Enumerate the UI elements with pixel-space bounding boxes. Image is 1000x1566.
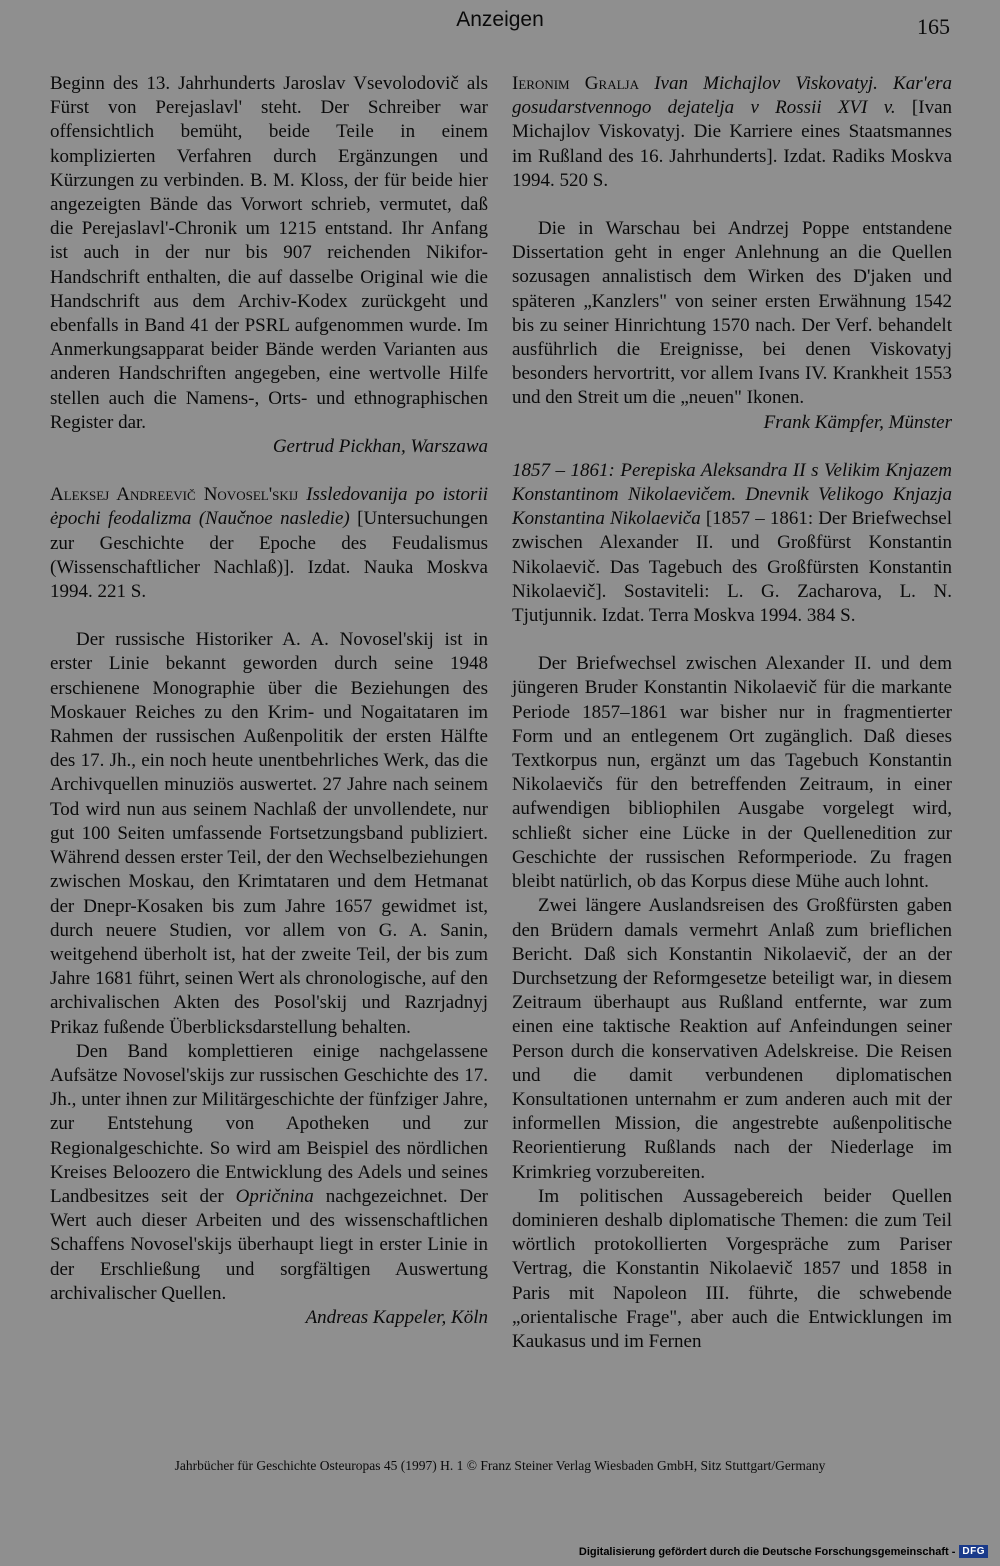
journal-citation: Jahrbücher für Geschichte Osteuropas 45 (1997) H. 1 © Franz Steiner Verlag Wiesbaden GmbH, Sitz Stuttgart/Germany [174,1458,826,1473]
reviewer-signature: Frank Kämpfer, Münster [763,411,952,433]
review-heading [50,483,488,604]
reviewer-signature: Andreas Kappeler, Köln [305,1306,488,1328]
review-paragraph: Im politischen Aussagebereich beider Quellen dominieren deshalb diplomatische Themen: die zum Teil wörtlich protokollierten Vorgespräche zum Pariser Vertrag, die Konstantin Nikolaevič 1857 und 1858 in Paris mit Napoleon III. führte, die schwebende „orientalische Frage", aber auch die Entwicklungen im Kaukasus und im Fernen [512,1185,952,1352]
review-paragraph: Zwei längere Auslandsreisen des Großfürsten gaben den Brüdern damals vermehrt Anlaß zum brieflichen Bericht. Daß sich Konstantin Nikolaevič, der an der Durchsetzung der Reformgesetze beteiligt war, in diesem Zeitraum überhaupt aus Rußland entfernte, war zum einen eine taktische Reaktion auf Anfeindungen seiner Person durch die konservativen Adelskreise. Die Reisen und die damit verbundenen diplomatischen Konsultationen unternahm er zum anderen auch mit der informellen Mission, die angestrebte außenpolitische Reorientierung Rußlands nach der Niederlage im Krimkrieg vorzubereiten. [512,895,952,1183]
left-column [50,72,488,1330]
book-author: Ieronim Gralja [512,73,639,94]
right-column [512,72,952,1354]
book-details: [Untersuchungen zur Geschichte der Epoche des Feudalismus (Wissenschaftlicher Nachlaß)]. Izdat. Nauka Moskva 1994. 221 S. [50,508,489,603]
reviewer-signature: Gertrud Pickhan, Warszawa [272,436,488,458]
running-header: Anzeigen [456,8,544,31]
italic-term: Opričnina [235,1185,314,1207]
review-continuation-text: Beginn des 13. Jahrhunderts Jaroslav Vsevolodovič als Fürst von Perejaslavl' steht. Der Schreiber war offensichtlich bemüht, beide Teile in einem komplizierten Verfahren durch Ergänzungen und Kürzungen zu verbinden. B. M. Kloss, der für beide hier angezeigten Bände das Vorwort schrieb, vermutet, daß die Perejaslavl'-Chronik um 1215 entstand. Ihr Anfang ist auch in der nur bis 907 reichenden Nikifor-Handschrift enthalten, die auf dasselbe Original wie die Handschrift aus dem Archiv-Kodex zurückgeht und ebenfalls in Band 41 der PSRL aufgenommen wurde. Im Anmerkungsapparat beider Bände werden Varianten aus anderen Handschriften angegeben, eine wertvolle Hilfe stellen auch die Namens-, Orts- und ethnographischen Register dar. [50,73,488,433]
paragraph-text: Den Band komplettieren einige nachgelassene Aufsätze Novosel'skijs zur russischen Geschichte des 17. Jh., unter ihnen zur Militärgeschichte der fünfziger Jahre, zur Entstehung von Apotheken und zur Regionalgeschichte. So wird am Beispiel des nördlichen Kreises Beloozero die Entwicklung des Adels und seines Landbesitzes seit der [50,1040,488,1207]
book-details: [Ivan Michajlov Viskovatyj. Die Karriere eines Staatsmannes im Rußland des 16. Jahrhunderts]. Izdat. Radiks Moskva 1994. 520 S. [512,97,953,191]
book-title: Issledovanija po istorii ėpochi feodalizma (Naučnoe nasledie) [50,484,488,530]
book-author: Aleksej Andreevič Novosel'skij [50,484,299,506]
review-paragraph: Der russische Historiker A. A. Novosel'skij ist in erster Linie bekannt geworden durch seine 1948 erschienene Monographie über die Beziehungen des Moskauer Reiches zu den Krim- und Nogaitataren im Rahmen der russischen Außenpolitik der ersten Hälfte des 17. Jh., ein noch heute unentbehrliches Werk, das die Archivquellen minuziös auswertet. 27 Jahre nach seinem Tod wird nun aus seinem Nachlaß der unvollendete, nur gut 100 Seiten umfassende Fortsetzungsband publiziert. Während dessen erster Teil, der den Wechselbeziehungen zwischen Moskau, den Krimtataren und dem Hetmanat der Dnepr-Kosaken bis zum Jahre 1657 gewidmet ist, durch neuere Studien, vor allem von G. A. Sanin, weitgehend überholt ist, hat der zweite Teil, der bis zum Jahre 1681 führt, seinen Wert als chronologische, auf den archivalischen Akten des Posol'skij und Razrjadnyj Prikaz fußende Überblicksdarstellung behalten. [50,629,488,1038]
digitization-note [579,1545,988,1558]
digitization-text: Digitalisierung gefördert durch die Deutsche Forschungsgemeinschaft - [578,1545,956,1558]
paragraph-text: nachgezeichnet. Der Wert auch dieser Arbeiten und des wissenschaftlichen Schaffens Novosel'skijs überhaupt liegt in erster Linie in der Erschließung und sorgfältigen Auswertung archivalischer Quellen. [50,1185,488,1304]
book-details: [1857 – 1861: Der Briefwechsel zwischen Alexander II. und Großfürst Konstantin Nikolaevič. Das Tagebuch des Großfürsten Konstantin Nikolaevič]. Sostaviteli: L. G. Zacharova, L. N. Tjutjunnik. Izdat. Terra Moskva 1994. 384 S. [512,508,952,627]
review-paragraph: Der Briefwechsel zwischen Alexander II. und dem jüngeren Bruder Konstantin Nikolaevič für die markante Periode 1857–1861 war bisher nur in fragmentierter Form und an entlegenem Ort zugänglich. Daß dieses Textkorpus nun, ergänzt um das Tagebuch Konstantin Nikolaevičs für den betreffenden Zeitraum, in einer aufwendigen bibliophilen Ausgabe vorgelegt wird, schließt sicher eine Lücke in der Quellenedition zur Geschichte der russischen Reformperiode. Zu fragen bleibt natürlich, ob das Korpus diese Mühe auch lohnt. [512,653,952,893]
book-title: Ivan Michajlov Viskovatyj. Kar'era gosudarstvennogo dejatelja v Rossii XVI v. [512,73,953,119]
review-heading [512,459,952,628]
page-number: 165 [917,14,950,39]
review-heading [512,72,952,193]
book-title: 1857 – 1861: Perepiska Aleksandra II s Velikim Knjazem Konstantinom Nikolaevičem. Dnevnik Velikogo Knjazja Konstantina Nikolaeviča [512,459,952,530]
dfg-logo: DFG [959,1545,988,1558]
review-paragraph [50,1040,488,1306]
review-paragraph: Die in Warschau bei Andrzej Poppe entstandene Dissertation geht in enger Anlehnung an die Quellen sozusagen annalistisch dem Wirken des D'jaken und späteren „Kanzlers" von seiner ersten Erwähnung 1542 bis zu seiner Hinrichtung 1570 nach. Der Verf. behandelt ausführlich die Ereignisse, bei denen Viskovatyj besonders hervortritt, vor allem Ivans IV. Krankheit 1553 und den Streit um die „neuen" Ikonen. [512,218,952,409]
